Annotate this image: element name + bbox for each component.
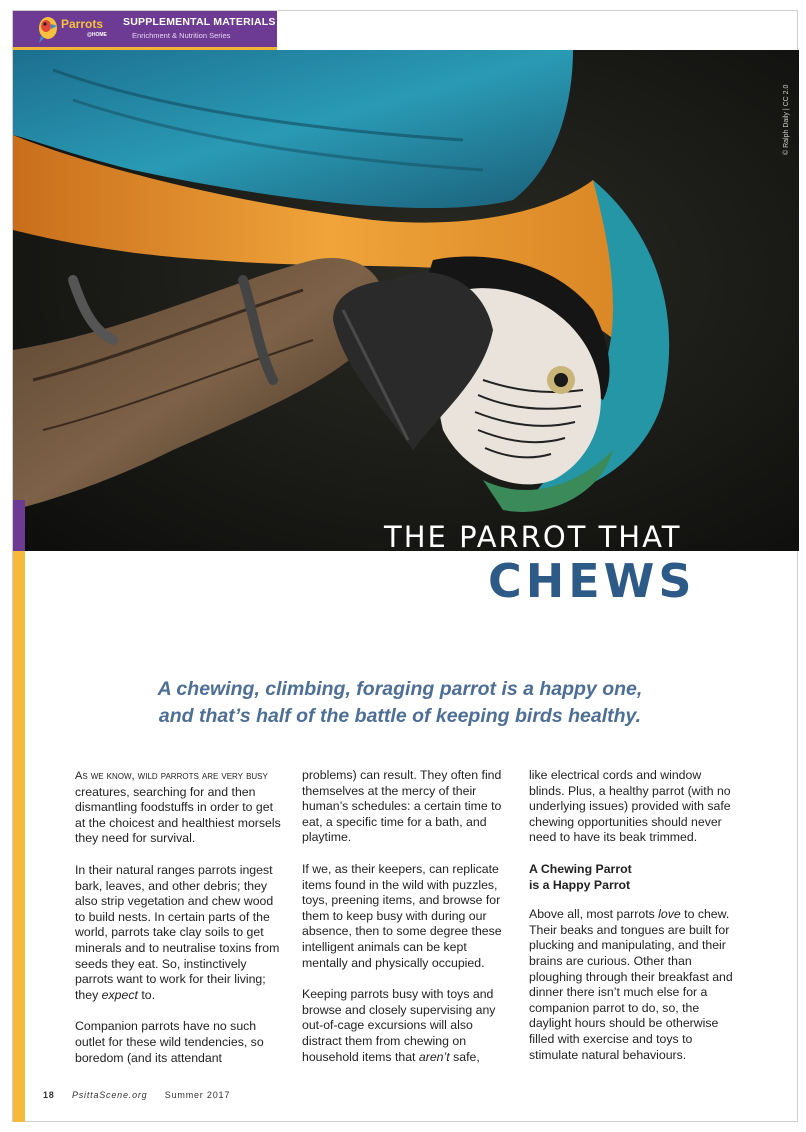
page-footer xyxy=(43,1090,244,1100)
paragraph: like electrical cords and window blinds. Plus, a healthy parrot (with no underlying issues) provided with safe chewing opportunities should never need to have its beak trimmed. xyxy=(529,768,731,845)
header-subtitle: Enrichment & Nutrition Series xyxy=(132,31,231,40)
side-accent-gold xyxy=(13,551,25,1122)
body-column-2 xyxy=(302,768,512,1081)
header-title: SUPPLEMENTAL MATERIALS xyxy=(123,16,276,28)
paragraph: Keeping parrots busy with toys and browse and closely supervising any out-of-cage excursions will also distract them from chewing on household items that aren’t safe, xyxy=(302,987,496,1064)
lead-in: As we know, wild parrots are very busy xyxy=(75,770,268,782)
paragraph: Above all, most parrots love to chew. Their beaks and tongues are built for plucking and manipulating, and their brains are curious. Other than ploughing through their breakfast and dinner there isn’t much else for a companion parrot to do, so, the daylight hours should be otherwise filled with exercise and toys to stimulate natural behaviours. xyxy=(529,907,733,1062)
logo-brand-text: Parrots xyxy=(61,17,104,31)
section-subhead: A Chewing Parrot is a Happy Parrot xyxy=(529,861,632,892)
article-title-line2: CHEWS xyxy=(488,554,696,608)
paragraph: problems) can result. They often find themselves at the mercy of their human’s schedules: a certain time to eat, a specific time for a bath, and playtime. xyxy=(302,768,502,845)
macaw-illustration xyxy=(13,50,799,551)
body-column-3 xyxy=(529,768,739,1079)
photo-credit: © Ralph Daily | CC 2.0 xyxy=(783,84,790,155)
deck-line-2: and that’s half of the battle of keeping birds healthy. xyxy=(158,705,642,727)
logo-sub-text: @HOME xyxy=(87,32,107,38)
macaw-photo xyxy=(13,50,799,551)
parrots-at-home-logo xyxy=(13,11,117,47)
article-deck xyxy=(90,676,710,730)
header-bar xyxy=(117,11,277,47)
footer-site[interactable]: PsittaScene.org xyxy=(71,1090,148,1100)
paragraph: Companion parrots have no such outlet for these wild tendencies, so boredom (and its attendant xyxy=(75,1019,264,1065)
article-title-line1: THE PARROT THAT xyxy=(384,520,682,554)
paragraph: In their natural ranges parrots ingest bark, leaves, and other debris; they also strip vegetation and chew wood to build nests. In certain parts of the world, parrots take clay soils to get minerals and to neutralise toxins from seeds they eat. So, instinctively parrots want to work for their living; they expect to. xyxy=(75,862,280,1002)
parrot-logo-icon xyxy=(35,14,61,44)
footer-issue: Summer 2017 xyxy=(164,1090,231,1100)
side-accent-purple xyxy=(13,500,25,551)
paragraph: As we know, wild parrots are very busy creatures, searching for and then dismantling foodstuffs in order to get at the choicest and healthiest morsels they need for survival. xyxy=(75,770,281,846)
deck-line-1: A chewing, climbing, foraging parrot is a happy one, xyxy=(157,678,643,700)
paragraph: If we, as their keepers, can replicate items found in the wild with puzzles, toys, preening items, and browse for them to keep busy with during our absence, then to some degree these intelligent animals can be kept mentally and physically occupied. xyxy=(302,861,502,970)
page-number: 18 xyxy=(43,1090,55,1100)
body-column-1 xyxy=(75,768,285,1082)
